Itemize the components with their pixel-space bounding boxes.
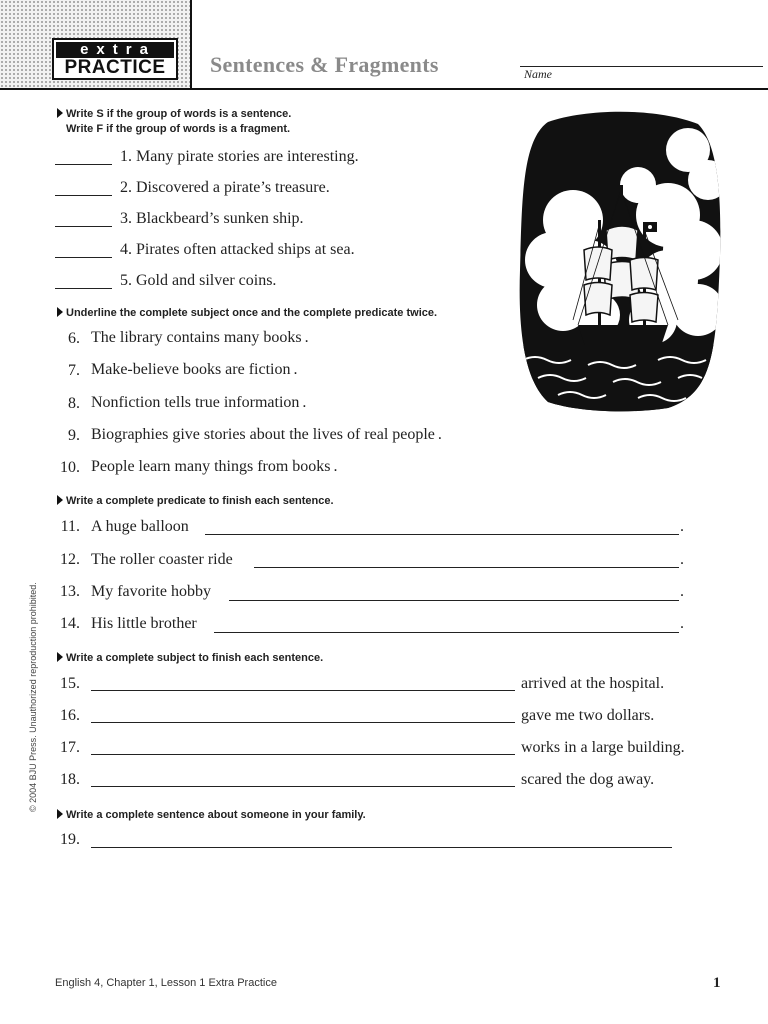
item-number: 7. [68,362,80,379]
answer-blank[interactable] [55,226,112,227]
item-period: . [680,615,684,632]
list-item [120,210,304,228]
item-number: 11. [60,518,80,535]
item-number: 18. [60,771,80,788]
instruction-1-line2: Write F if the group of words is a fragment. [66,123,291,135]
footer-lesson-label: English 4, Chapter 1, Lesson 1 Extra Practice [55,977,277,989]
list-item [91,329,309,347]
item-text[interactable]: Biographies give stories about the lives of real people [91,426,435,443]
logo-practice: PRACTICE [64,57,166,78]
item-number: 9. [68,427,80,444]
item-number: 15. [60,675,80,692]
answer-line[interactable] [91,690,515,691]
instruction-section-1 [57,107,291,137]
list-item [91,394,306,412]
item-text: Pirates often attacked ships at sea. [136,241,355,258]
list-item [120,179,330,197]
item-text[interactable]: The library contains many books [91,329,302,346]
instruction-section-2 [57,306,437,321]
answer-blank[interactable] [55,288,112,289]
answer-line[interactable] [91,847,672,848]
answer-line[interactable] [205,534,679,535]
item-text: The roller coaster ride [91,551,233,568]
item-number: 4. [120,241,132,258]
item-text[interactable]: Nonfiction tells true information [91,394,300,411]
item-text: arrived at the hospital. [521,675,665,692]
page-title: Sentences & Fragments [210,52,439,77]
answer-line[interactable] [91,722,515,723]
item-period: . [302,394,307,411]
item-text: My favorite hobby [91,583,211,600]
answer-line[interactable] [229,600,679,601]
item-number: 10. [60,459,80,476]
answer-blank[interactable] [55,195,112,196]
header-divider [0,88,768,90]
item-period: . [680,551,684,568]
instruction-3: Write a complete predicate to finish each sentence. [66,495,334,507]
answer-line[interactable] [91,786,515,787]
item-number: 17. [60,739,80,756]
item-period: . [293,361,298,378]
item-period: . [304,329,309,346]
answer-blank[interactable] [55,257,112,258]
item-text: Blackbeard’s sunken ship. [136,210,304,227]
instruction-section-5 [57,808,366,823]
item-number: 2. [120,179,132,196]
answer-blank[interactable] [55,164,112,165]
item-text: Gold and silver coins. [136,272,277,289]
item-text: Many pirate stories are interesting. [136,148,359,165]
item-number: 5. [120,272,132,289]
answer-line[interactable] [254,567,679,568]
item-text: gave me two dollars. [521,707,655,724]
list-item [91,361,297,379]
arrow-icon [57,495,63,505]
list-item [91,426,442,444]
name-line[interactable] [520,66,763,67]
item-text[interactable]: Make-believe books are fiction [91,361,291,378]
arrow-icon [57,652,63,662]
item-period: . [437,426,442,443]
instruction-1-line1: Write S if the group of words is a sentence. [66,108,292,120]
item-number: 19. [60,831,80,848]
item-period: . [680,518,684,535]
instruction-section-3 [57,494,334,509]
item-text: works in a large building. [521,739,685,756]
logo-extra: extra [56,42,174,58]
instruction-2: Underline the complete subject once and the complete predicate twice. [66,307,438,319]
item-number: 3. [120,210,132,227]
answer-line[interactable] [91,754,515,755]
copyright-notice: © 2004 BJU Press. Unauthorized reproduction prohibited. [28,582,38,812]
instruction-4: Write a complete subject to finish each sentence. [66,652,324,664]
item-text: His little brother [91,615,197,632]
arrow-icon [57,307,63,317]
list-item [91,458,338,476]
item-text: scared the dog away. [521,771,655,788]
list-item [120,241,355,259]
item-number: 1. [120,148,132,165]
item-period: . [333,458,338,475]
item-text: Discovered a pirate’s treasure. [136,179,330,196]
pirate-ship-illustration [518,110,722,412]
item-number: 8. [68,395,80,412]
item-number: 13. [60,583,80,600]
item-number: 12. [60,551,80,568]
item-text[interactable]: People learn many things from books [91,458,331,475]
instruction-5: Write a complete sentence about someone in your family. [66,809,366,821]
page-number: 1 [713,975,721,991]
name-label: Name [524,67,552,81]
instruction-section-4 [57,651,323,666]
arrow-icon [57,809,63,819]
item-period: . [680,583,684,600]
answer-line[interactable] [214,632,679,633]
item-number: 14. [60,615,80,632]
item-number: 16. [60,707,80,724]
extra-practice-logo [52,38,178,80]
arrow-icon [57,108,63,118]
list-item [120,148,359,166]
header-divider-vertical [190,0,192,90]
item-number: 6. [68,330,80,347]
item-text: A huge balloon [91,518,189,535]
list-item [120,272,276,290]
